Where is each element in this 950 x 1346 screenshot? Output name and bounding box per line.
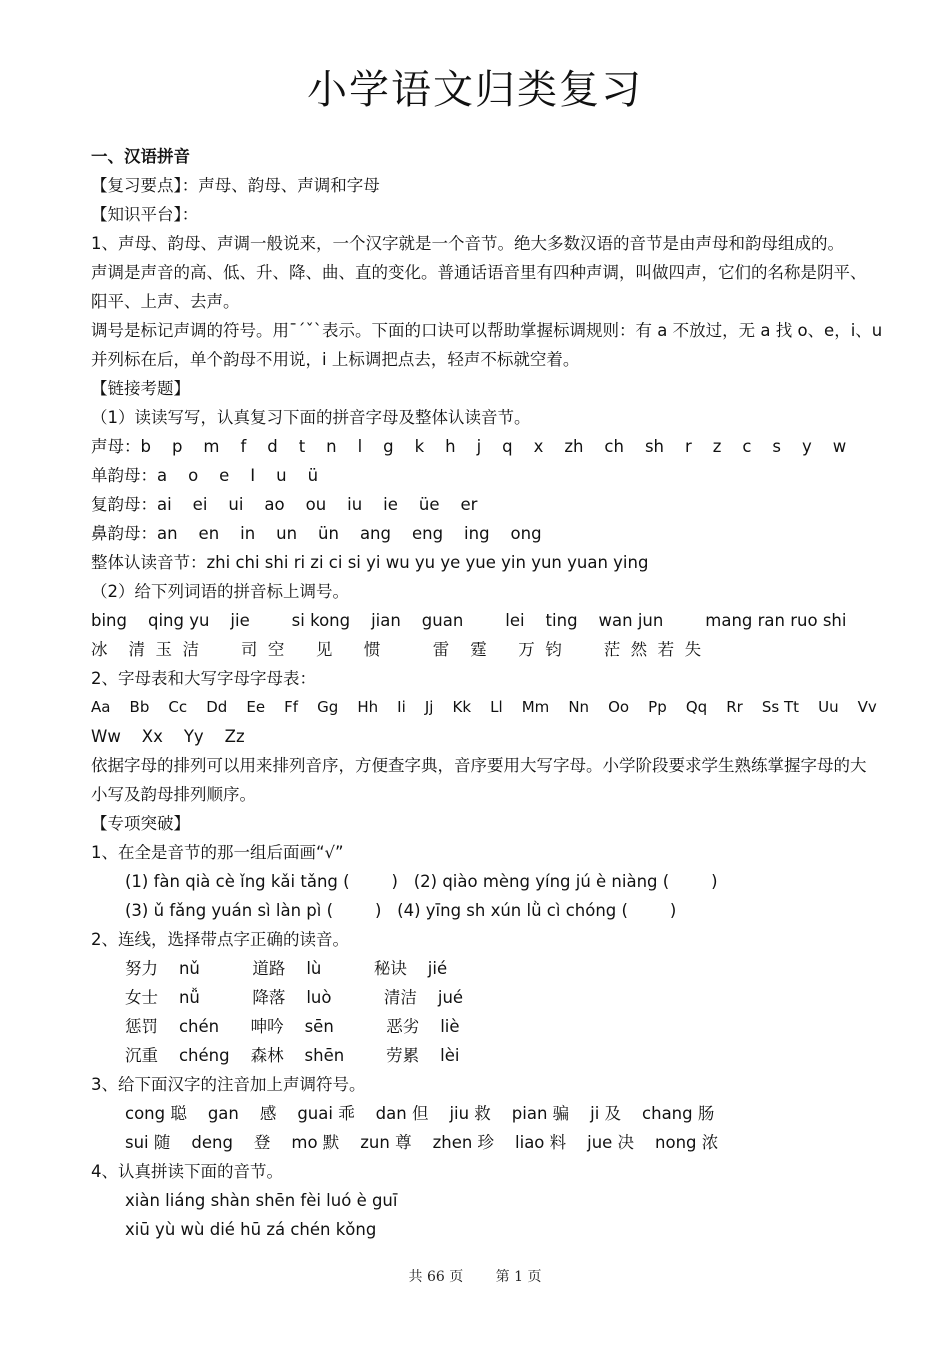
- text-line: 1、声母、韵母、声调一般说来，一个汉字就是一个音节。绝大多数汉语的音节是由声母和韵母组成的。: [91, 234, 844, 253]
- text-line: 并列标在后，单个韵母不用说，i 上标调把点去，轻声不标就空着。: [91, 350, 580, 369]
- text-line: 冰 清 玉 洁 司 空 见 惯 雷 霆 万 钧 茫 然 若 失: [91, 640, 702, 659]
- text-line: Ww Xx Yy Zz: [91, 727, 245, 746]
- text-line: 【专项突破】: [91, 814, 190, 833]
- text-line: 单韵母：a o e I u ü: [91, 466, 319, 485]
- current-page: 第 1 页: [495, 1269, 542, 1285]
- text-line: 努力 nǔ 道路 lù 秘诀 jié: [125, 959, 448, 978]
- text-line: 声母：b p m f d t n l g k h j q x zh ch sh r z c s y w: [91, 437, 847, 456]
- text-line: 【链接考题】: [91, 379, 190, 398]
- text-line: 鼻韵母：an en in un ün ang eng ing ong: [91, 524, 542, 543]
- text-line: 依据字母的排列可以用来排列音序，方便查字典，音序要用大写字母。小学阶段要求学生熟练掌握字母的大: [91, 756, 867, 775]
- text-line: cong 聪 gan 感 guai 乖 dan 但 jiu 救 pian 骗 ji 及 chang 肠: [125, 1104, 715, 1123]
- section-heading: 一、汉语拼音: [91, 147, 190, 166]
- text-line: 2、字母表和大写字母字母表：: [91, 669, 316, 688]
- page-title: 小学语文归类复习: [307, 67, 643, 113]
- text-line: 调号是标记声调的符号。用ˉˊˇˋ表示。下面的口诀可以帮助掌握标调规则：有 a 不放过，无 a 找 o、e，i、u: [91, 321, 883, 340]
- text-line: 3、给下面汉字的注音加上声调符号。: [91, 1075, 366, 1094]
- text-line: 【知识平台】：: [91, 205, 199, 224]
- text-line: 2、连线，选择带点字正确的读音。: [91, 930, 349, 949]
- text-line: （1）读读写写，认真复习下面的拼音字母及整体认读音节。: [91, 408, 531, 427]
- text-line: 1、在全是音节的那一组后面画“√”: [91, 843, 344, 862]
- text-line: 小写及韵母排列顺序。: [91, 785, 256, 804]
- text-line: 沉重 chéng 森林 shēn 劳累 lèi: [125, 1046, 460, 1065]
- text-line: (3) ǔ fǎng yuán sì làn pì ( ) (4) yīng sh xún lǜ cì chóng ( ): [125, 901, 677, 920]
- text-line: xiàn liáng shàn shēn fèi luó è guī: [125, 1191, 398, 1210]
- text-line: 复韵母：ai ei ui ao ou iu ie üe er: [91, 495, 478, 514]
- text-line: 4、认真拼读下面的音节。: [91, 1162, 283, 1181]
- text-line: xiū yù wù dié hū zá chén kǒng: [125, 1220, 377, 1239]
- text-line: 惩罚 chén 呻吟 sēn 恶劣 liè: [125, 1017, 460, 1036]
- text-line: 阳平、上声、去声。: [91, 292, 240, 311]
- page-footer: [0, 1266, 950, 1286]
- text-line: (1) fàn qià cè ǐng kǎi tǎng ( ) (2) qiào mèng yíng jú è niàng ( ): [125, 872, 718, 891]
- text-line: 女士 nǚ 降落 luò 清洁 jué: [125, 988, 464, 1007]
- text-line: 【复习要点】：声母、韵母、声调和字母: [91, 176, 380, 195]
- text-line: 声调是声音的高、低、升、降、曲、直的变化。普通话语音里有四种声调，叫做四声，它们的名称是阴平、: [91, 263, 867, 282]
- text-line: Aa Bb Cc Dd Ee Ff Gg Hh Ii Jj Kk Ll Mm Nn Oo Pp Qq Rr Ss Tt Uu Vv: [91, 698, 877, 716]
- total-pages: 共 66 页: [408, 1269, 464, 1285]
- text-line: （2）给下列词语的拼音标上调号。: [91, 582, 349, 601]
- text-line: 整体认读音节：zhi chi shi ri zi ci si yi wu yu ye yue yin yun yuan ying: [91, 553, 649, 572]
- text-line: bing qing yu jie si kong jian guan lei ting wan jun mang ran ruo shi: [91, 611, 847, 630]
- text-line: sui 随 deng 登 mo 默 zun 尊 zhen 珍 liao 料 jue 决 nong 浓: [125, 1133, 719, 1152]
- document-body: [91, 142, 891, 1244]
